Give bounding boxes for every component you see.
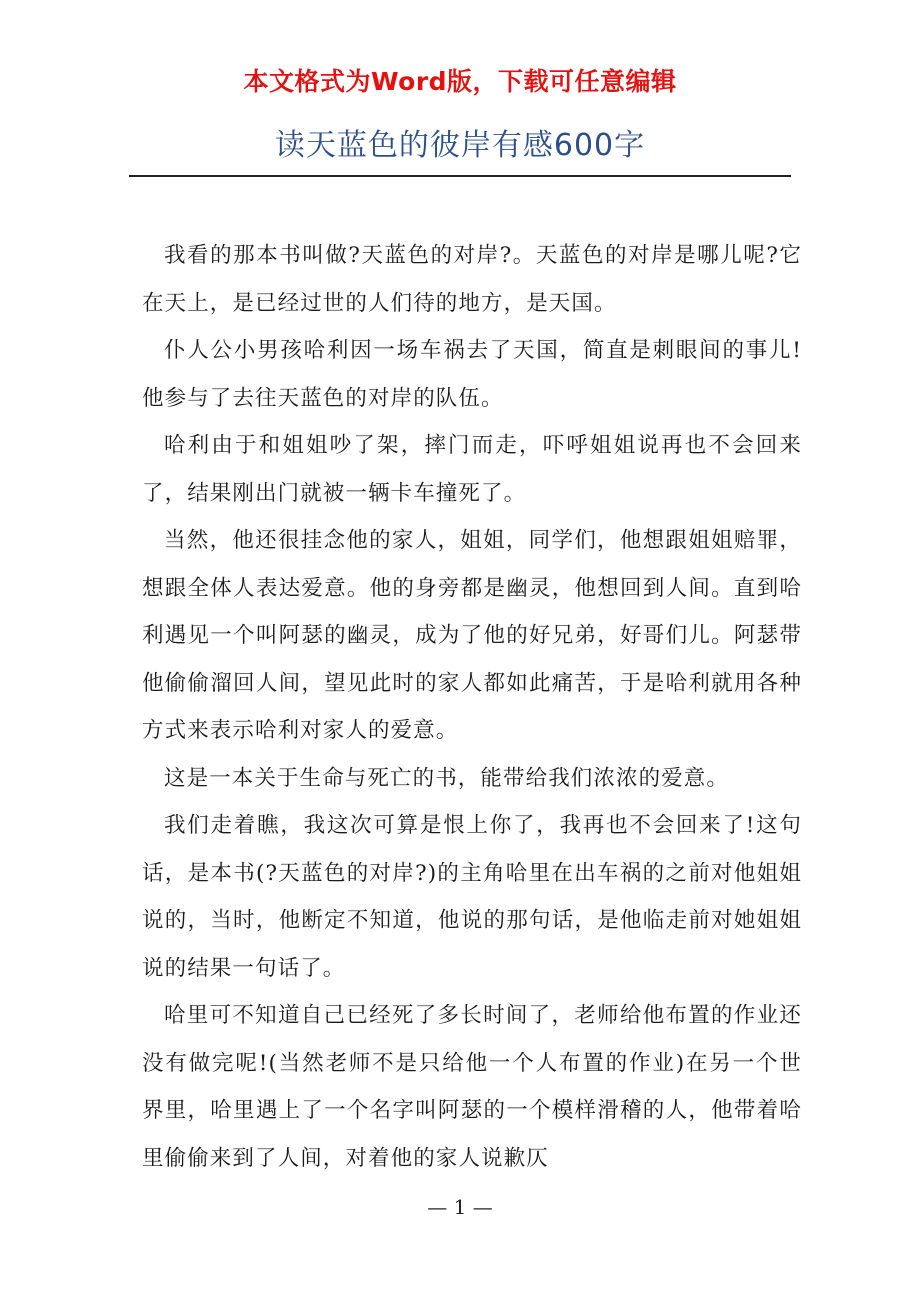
title-divider — [129, 175, 791, 177]
paragraph: 当然，他还很挂念他的家人，姐姐，同学们，他想跟姐姐赔罪，想跟全体人表达爱意。他的身旁都是幽灵，他想回到人间。直到哈利遇见一个叫阿瑟的幽灵，成为了他的好兄弟，好哥们儿。阿瑟带他偷偷溜回人间，望见此时的家人都如此痛苦，于是哈利就用各种方式来表示哈利对家人的爱意。 — [142, 528, 802, 743]
paragraph: 我看的那本书叫做?天蓝色的对岸?。天蓝色的对岸是哪儿呢?它在天上，是已经过世的人们待的地方，是天国。 — [142, 243, 802, 316]
paragraph: 仆人公小男孩哈利因一场车祸去了天国，简直是刺眼间的事儿!他参与了去往天蓝色的对岸的队伍。 — [142, 338, 802, 411]
document-title: 读天蓝色的彼岸有感600字 — [274, 128, 646, 163]
paragraph: 哈利由于和姐姐吵了架，摔门而走，吓呼姐姐说再也不会回来了，结果刚出门就被一辆卡车撞死了。 — [142, 433, 802, 506]
document-body — [142, 232, 802, 1182]
paragraph: 这是一本关于生命与死亡的书，能带给我们浓浓的爱意。 — [164, 765, 730, 791]
page-number: — 1 — — [427, 1195, 493, 1219]
paragraph: 我们走着瞧，我这次可算是恨上你了，我再也不会回来了!这句话，是本书(?天蓝色的对岸?)的主角哈里在出车祸的之前对他姐姐说的，当时，他断定不知道，他说的那句话，是他临走前对她姐姐说的结果一句话了。 — [142, 813, 802, 981]
format-notice-banner: 本文格式为Word版，下载可任意编辑 — [243, 67, 677, 96]
paragraph: 哈里可不知道自己已经死了多长时间了，老师给他布置的作业还没有做完呢!(当然老师不是只给他一个人布置的作业)在另一个世界里，哈里遇上了一个名字叫阿瑟的一个模样滑稽的人，他带着哈里偷偷来到了人间，对着他的家人说歉仄 — [142, 1003, 802, 1171]
